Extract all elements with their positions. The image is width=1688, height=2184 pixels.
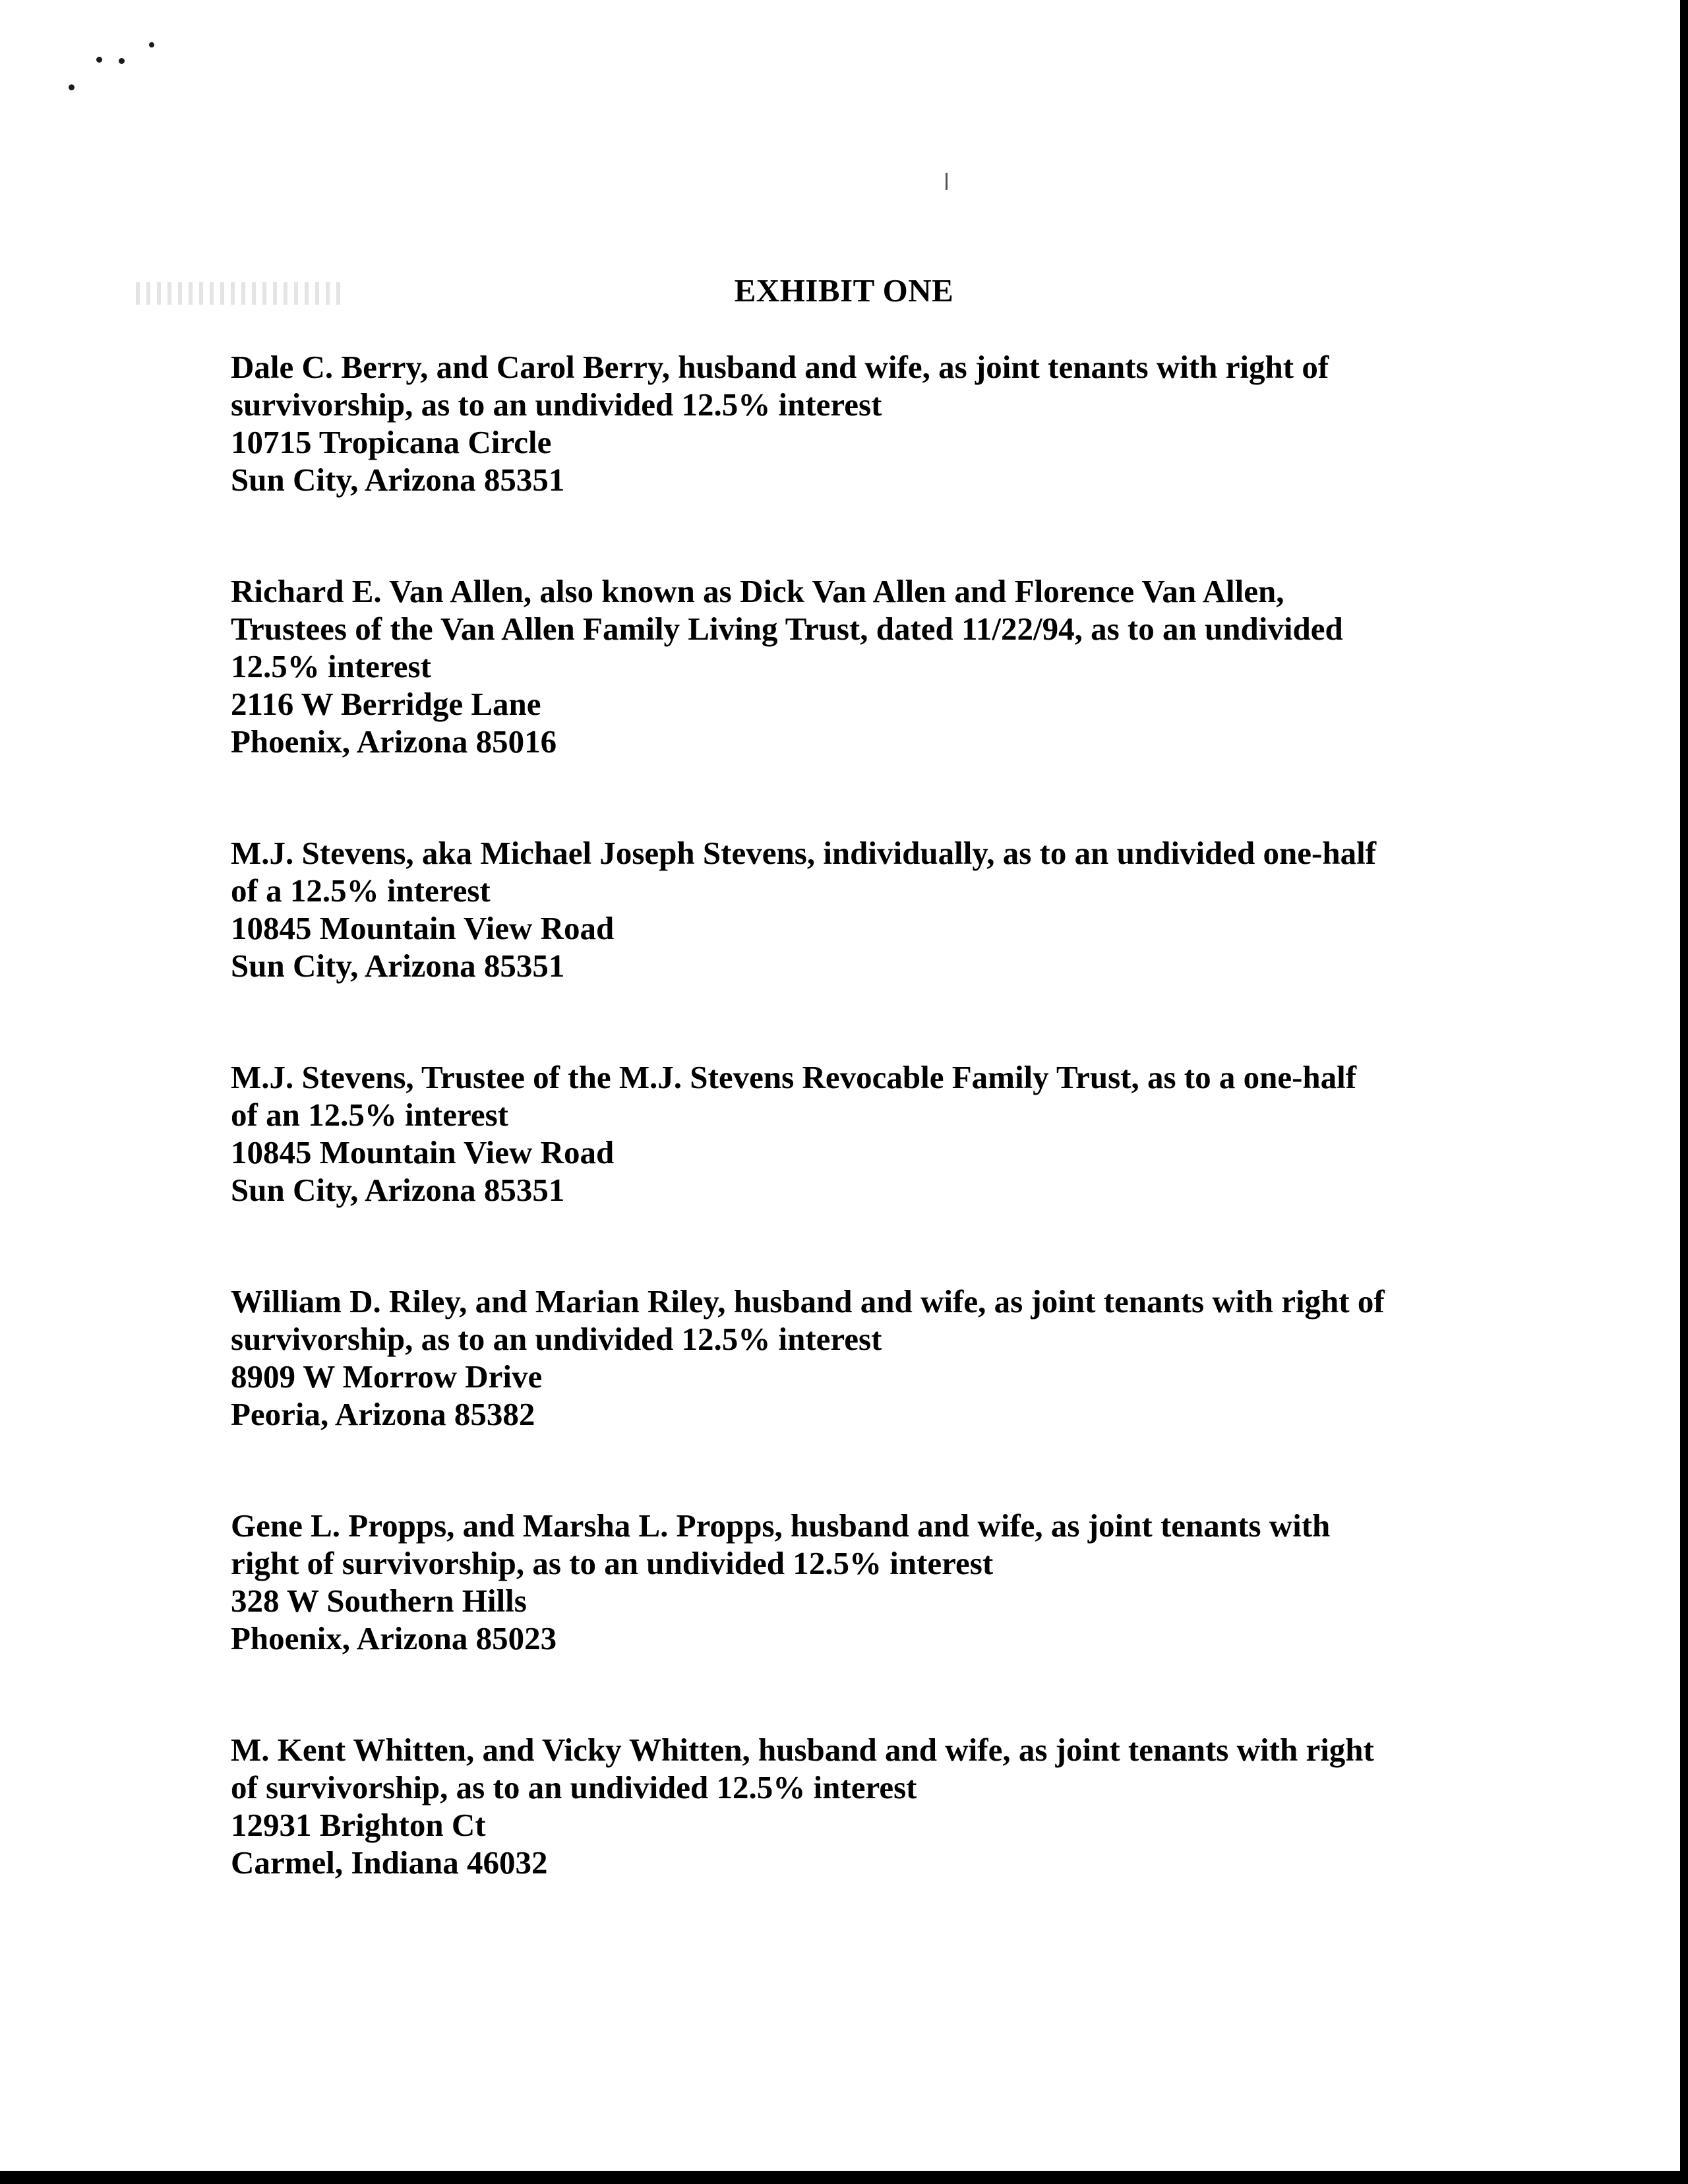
entry-description-line: M. Kent Whitten, and Vicky Whitten, husband and wife, as joint tenants with right: [231, 1732, 1374, 1768]
page-title: EXHIBIT ONE: [734, 272, 954, 309]
entry-street: 10845 Mountain View Road: [231, 1134, 615, 1170]
entry-list: [231, 348, 1470, 1955]
entry-description-line: M.J. Stevens, aka Michael Joseph Stevens, individually, as to an undivided one-half: [231, 835, 1377, 871]
entry-street: 8909 W Morrow Drive: [231, 1358, 543, 1395]
scan-border-right: [1680, 0, 1688, 2184]
owner-entry: [231, 1283, 1470, 1433]
entry-description-line: M.J. Stevens, Trustee of the M.J. Stevens Revocable Family Trust, as to a one-half: [231, 1059, 1357, 1095]
owner-entry: [231, 834, 1470, 985]
entry-description-line: William D. Riley, and Marian Riley, husband and wife, as joint tenants with right of: [231, 1283, 1385, 1320]
entry-description-line: of an 12.5% interest: [231, 1097, 508, 1133]
owner-entry: [231, 348, 1470, 499]
entry-city: Peoria, Arizona 85382: [231, 1396, 535, 1432]
entry-description-line: survivorship, as to an undivided 12.5% interest: [231, 386, 882, 423]
entry-city: Phoenix, Arizona 85016: [231, 723, 557, 760]
entry-description-line: of a 12.5% interest: [231, 872, 491, 909]
entry-street: 10715 Tropicana Circle: [231, 424, 552, 460]
owner-entry: [231, 1058, 1470, 1209]
entry-street: 12931 Brighton Ct: [231, 1807, 486, 1843]
entry-city: Phoenix, Arizona 85023: [231, 1620, 557, 1656]
scan-border-bottom: [0, 2171, 1688, 2184]
entry-street: 328 W Southern Hills: [231, 1583, 527, 1619]
entry-description-line: right of survivorship, as to an undivided 12.5% interest: [231, 1545, 994, 1581]
scan-speck: [69, 84, 75, 90]
entry-description-line: survivorship, as to an undivided 12.5% interest: [231, 1321, 882, 1357]
entry-city: Sun City, Arizona 85351: [231, 1172, 565, 1208]
entry-city: Sun City, Arizona 85351: [231, 948, 565, 984]
scan-speck: [119, 58, 125, 64]
entry-description-line: Dale C. Berry, and Carol Berry, husband and wife, as joint tenants with right of: [231, 349, 1329, 385]
entry-street: 10845 Mountain View Road: [231, 910, 615, 946]
entry-city: Sun City, Arizona 85351: [231, 462, 565, 498]
entry-description-line: Trustees of the Van Allen Family Living Trust, dated 11/22/94, as to an undivided: [231, 611, 1343, 647]
entry-street: 2116 W Berridge Lane: [231, 686, 541, 722]
entry-description-line: Gene L. Propps, and Marsha L. Propps, husband and wife, as joint tenants with: [231, 1507, 1331, 1544]
scan-mark: [946, 173, 948, 190]
owner-entry: [231, 1731, 1470, 1881]
entry-description-line: 12.5% interest: [231, 648, 431, 684]
owner-entry: [231, 572, 1470, 760]
entry-city: Carmel, Indiana 46032: [231, 1844, 548, 1881]
scan-speck: [96, 57, 102, 63]
entry-description-line: Richard E. Van Allen, also known as Dick Van Allen and Florence Van Allen,: [231, 573, 1284, 609]
entry-description-line: of survivorship, as to an undivided 12.5% interest: [231, 1769, 917, 1805]
scan-speck: [149, 42, 154, 47]
owner-entry: [231, 1507, 1470, 1657]
